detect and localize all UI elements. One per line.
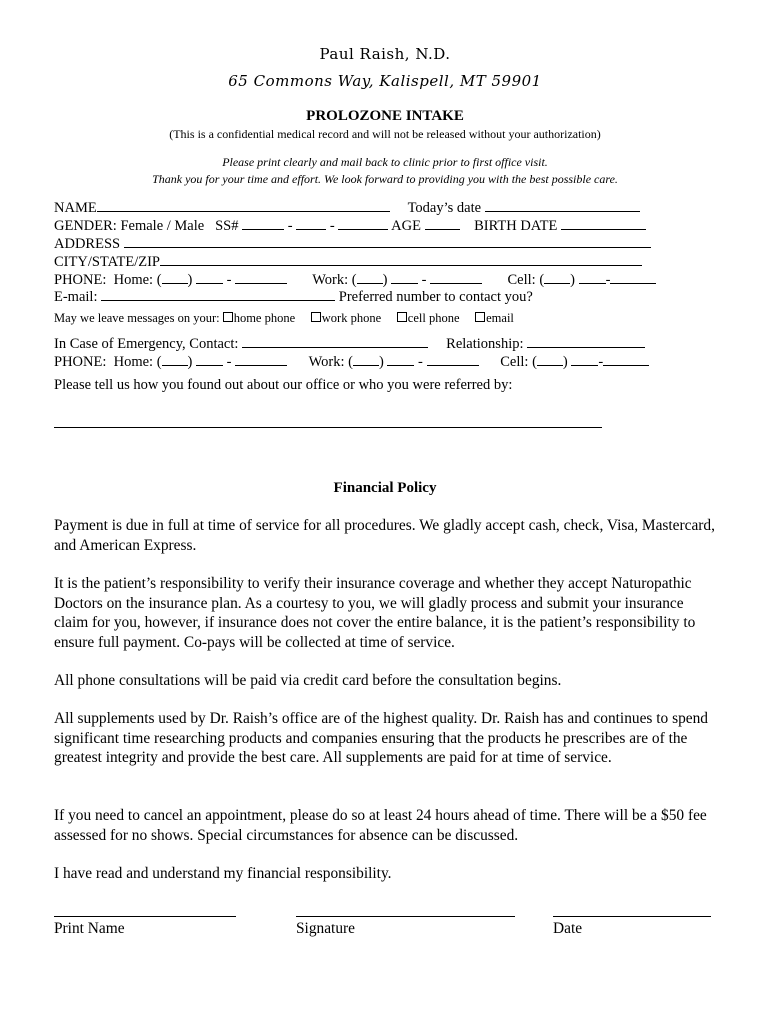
email-label: E-mail: [54,289,98,305]
emergency-work-area-code-field[interactable] [353,353,379,366]
messages-row [54,311,514,326]
email-field[interactable] [101,288,335,301]
age-field[interactable] [425,217,460,230]
email-checkbox[interactable] [475,312,485,322]
city-state-zip-label: CITY/STATE/ZIP [54,254,160,270]
financial-policy-heading: Financial Policy [333,480,437,496]
policy-paragraph-phone: All phone consultations will be paid via credit card before the consultation begins. [54,672,562,689]
emergency-phone-home-label: PHONE: Home: ( [54,354,162,370]
todays-date-field[interactable] [485,199,640,212]
name-row [54,199,640,217]
print-name-line[interactable] [54,916,236,917]
cell-prefix-field[interactable] [579,271,606,284]
messages-label: May we leave messages on your: [54,311,220,325]
work-label: Work: ( [312,272,357,288]
name-label: NAME [54,200,97,216]
relationship-field[interactable] [527,335,645,348]
gender-row: GENDER: Female / Male SS# - - AGE BIRTH DATE [54,217,646,235]
city-state-zip-field[interactable] [160,253,642,266]
emergency-contact-field[interactable] [242,335,428,348]
policy-paragraph-insurance: It is the patient’s responsibility to verify their insurance coverage and whether they accept Naturopathic Doctors on the insurance plan. As a courtesy to you, we will gladly process and submit your insurance claim for you, however, if insurance does not cover the entire balance, it is the patient’s responsibility to ensure full payment. Co-pays will be collected at time of service. [54,575,696,651]
date-line[interactable] [553,916,711,917]
policy-paragraph-supplements: All supplements used by Dr. Raish’s office are of the highest quality. Dr. Raish has and continues to spend significant time researching products and companies ensuring that the products he prescribes are of the greatest integrity and provide the best care. All supplements are paid for at time of service. [54,710,708,766]
age-label: AGE [391,218,421,234]
ss-field-2[interactable] [296,217,326,230]
referral-question: Please tell us how you found out about our office or who you were referred by: [54,377,513,393]
signature-label: Signature [296,920,355,937]
emergency-cell-area-code-field[interactable] [537,353,563,366]
gender-label: GENDER: Female / Male [54,218,205,234]
work-phone-checkbox[interactable] [311,312,321,322]
emergency-work-prefix-field[interactable] [387,353,414,366]
emergency-home-number-field[interactable] [235,353,287,366]
policy-paragraph-cancellation: If you need to cancel an appointment, please do so at least 24 hours ahead of time. There will be a $50 fee assessed for no shows. Special circumstances for absence can be discussed. [54,807,707,844]
emergency-cell-prefix-field[interactable] [571,353,598,366]
phone-row: PHONE: Home: ( ) - Work: ( ) - Cell: ( ) - [54,271,656,289]
ss-label: SS# [215,218,239,234]
birth-date-field[interactable] [561,217,646,230]
emergency-cell-number-field[interactable] [603,353,649,366]
signature-line[interactable] [296,916,515,917]
address-label: ADDRESS [54,236,121,252]
email-row [54,288,533,306]
emergency-phone-row: PHONE: Home: ( ) - Work: ( ) - Cell: ( ) - [54,353,649,371]
home-phone-checkbox[interactable] [223,312,233,322]
work-prefix-field[interactable] [391,271,418,284]
cell-label: Cell: ( [507,272,545,288]
phone-home-label: PHONE: Home: ( [54,272,162,288]
home-number-field[interactable] [235,271,287,284]
cell-phone-option: cell phone [407,311,460,325]
emergency-work-label: Work: ( [308,354,353,370]
home-phone-option: home phone [233,311,296,325]
ss-field-3[interactable] [338,217,388,230]
emergency-work-number-field[interactable] [427,353,479,366]
cell-phone-checkbox[interactable] [397,312,407,322]
city-state-zip-row [54,253,642,271]
confidential-notice: (This is a confidential medical record and will not be released without your authorization) [169,127,601,141]
relationship-label: Relationship: [446,336,524,352]
emergency-home-prefix-field[interactable] [196,353,223,366]
emergency-home-area-code-field[interactable] [162,353,188,366]
instruction-line-1: Please print clearly and mail back to clinic prior to first office visit. [222,155,548,169]
work-phone-option: work phone [321,311,382,325]
practitioner-name: Paul Raish, N.D. [319,45,451,63]
home-prefix-field[interactable] [196,271,223,284]
policy-acknowledgement: I have read and understand my financial responsibility. [54,865,392,882]
referral-answer-line[interactable] [54,427,602,428]
date-label: Date [553,920,583,937]
instruction-line-2: Thank you for your time and effort. We look forward to providing you with the best possible care. [152,172,618,186]
todays-date-label: Today’s date [407,200,482,216]
form-title: PROLOZONE INTAKE [306,108,464,124]
birth-date-label: BIRTH DATE [474,218,558,234]
name-field[interactable] [97,199,390,212]
work-number-field[interactable] [430,271,482,284]
email-option: email [486,311,514,325]
ss-field-1[interactable] [242,217,284,230]
emergency-cell-label: Cell: ( [500,354,537,370]
address-row [54,235,651,253]
work-area-code-field[interactable] [357,271,383,284]
cell-number-field[interactable] [610,271,656,284]
print-name-label: Print Name [54,920,125,937]
cell-area-code-field[interactable] [544,271,570,284]
emergency-contact-label: In Case of Emergency, Contact: [54,336,239,352]
address-field[interactable] [124,235,651,248]
clinic-address: 65 Commons Way, Kalispell, MT 59901 [228,72,542,90]
home-area-code-field[interactable] [162,271,188,284]
emergency-row [54,335,645,353]
preferred-number-label: Preferred number to contact you? [338,289,533,305]
policy-paragraph-payment: Payment is due in full at time of service for all procedures. We gladly accept cash, check, Visa, Mastercard, and American Express. [54,517,715,554]
